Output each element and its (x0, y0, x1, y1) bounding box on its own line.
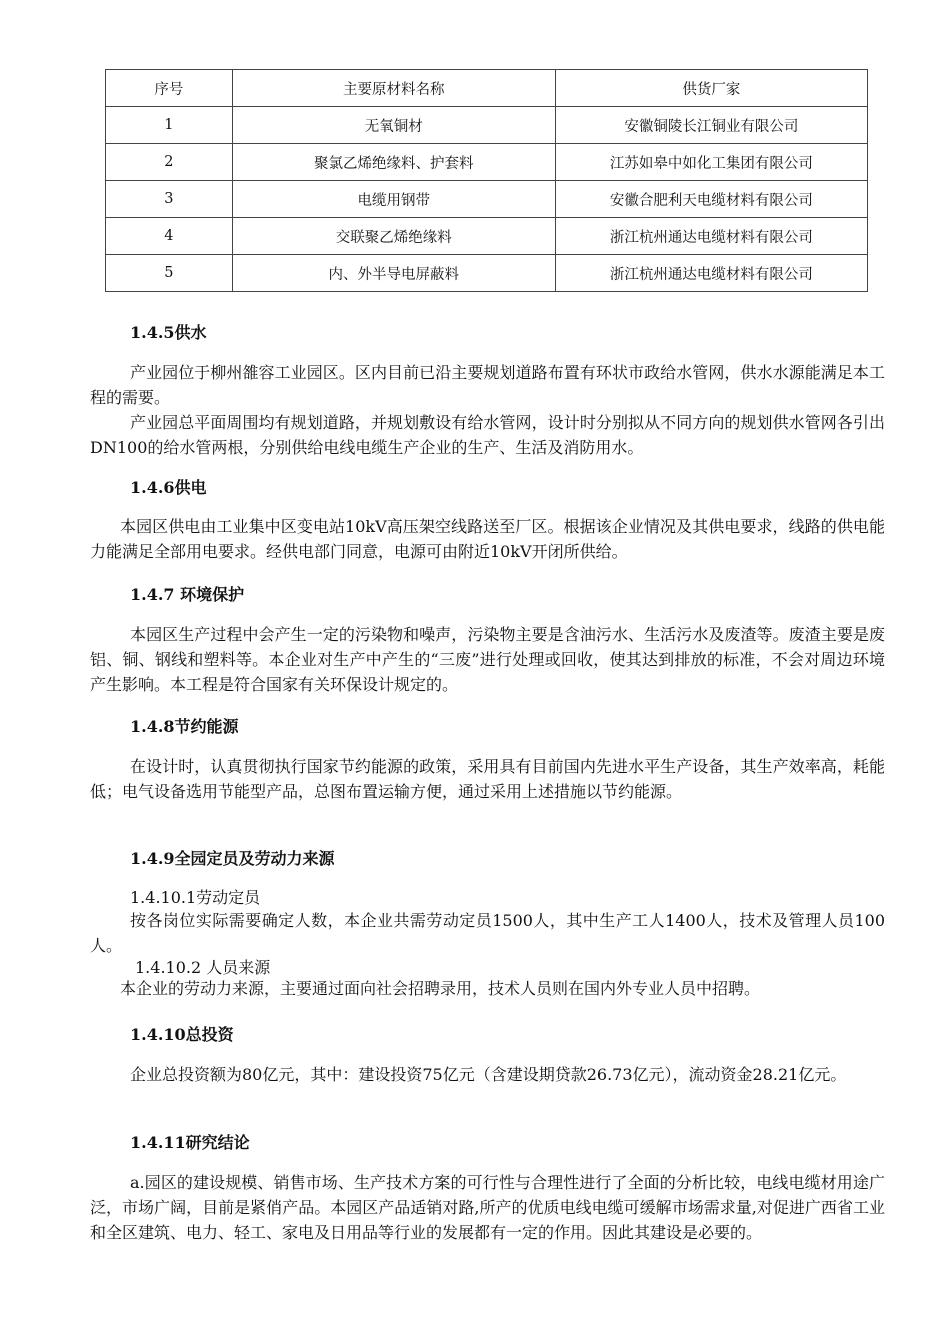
table-header-row (106, 70, 868, 107)
heading-power-supply: 1.4.6供电 (130, 478, 207, 497)
header-index: 序号 (106, 70, 233, 107)
table-row (106, 255, 868, 292)
cell-material: 无氧铜材 (232, 107, 555, 144)
cell-material: 内、外半导电屏蔽料 (232, 255, 555, 292)
paragraph-power-1: 本园区供电由工业集中区变电站10kV高压架空线路送至厂区。根据该企业情况及其供电要求，线路的供电能力能满足全部用电要求。经供电部门同意，电源可由附近10kV开闭所供给。 (90, 517, 885, 561)
cell-material: 电缆用钢带 (232, 181, 555, 218)
cell-supplier: 安徽合肥利天电缆材料有限公司 (555, 181, 867, 218)
header-supplier: 供货厂家 (555, 70, 867, 107)
heading-staffing: 1.4.9全园定员及劳动力来源 (130, 849, 335, 868)
cell-supplier: 浙江杭州通达电缆材料有限公司 (555, 218, 867, 255)
table-row (106, 181, 868, 218)
heading-environment: 1.4.7 环境保护 (130, 585, 245, 604)
header-material: 主要原材料名称 (232, 70, 555, 107)
cell-index: 2 (106, 144, 233, 181)
paragraph-water-1: 产业园位于柳州雒容工业园区。区内目前已沿主要规划道路布置有环状市政给水管网，供水水源能满足本工程的需要。 (90, 363, 885, 407)
raw-material-table (105, 69, 868, 292)
subheading-labor-source: 1.4.10.2 人员来源 (135, 958, 271, 977)
paragraph-conclusion: a.园区的建设规模、销售市场、生产技术方案的可行性与合理性进行了全面的分析比较，电线电缆材用途广泛，市场广阔，目前是紧俏产品。本园区产品适销对路,所产的优质电线电缆可缓解市场需求量,对促进广西省工业和全区建筑、电力、轻工、家电及日用品等行业的发展都有一定的作用。因此其建设是必要的。 (90, 1173, 885, 1242)
cell-index: 5 (106, 255, 233, 292)
paragraph-labor-source: 本企业的劳动力来源，主要通过面向社会招聘录用，技术人员则在国内外专业人员中招聘。 (120, 979, 761, 998)
subheading-labor-quota: 1.4.10.1劳动定员 (130, 888, 261, 907)
paragraph-investment: 企业总投资额为80亿元，其中：建设投资75亿元（含建设期贷款26.73亿元），流动资金28.21亿元。 (130, 1065, 847, 1084)
heading-energy-saving: 1.4.8节约能源 (130, 717, 239, 736)
paragraph-environment-1: 本园区生产过程中会产生一定的污染物和噪声，污染物主要是含油污水、生活污水及废渣等。废渣主要是废铝、铜、钢线和塑料等。本企业对生产中产生的“三废”进行处理或回收，使其达到排放的标准，不会对周边环境产生影响。本工程是符合国家有关环保设计规定的。 (90, 625, 885, 694)
cell-supplier: 浙江杭州通达电缆材料有限公司 (555, 255, 867, 292)
paragraph-energy-1: 在设计时，认真贯彻执行国家节约能源的政策，采用具有目前国内先进水平生产设备，其生产效率高，耗能低；电气设备选用节能型产品，总图布置运输方便，通过采用上述措施以节约能源。 (90, 757, 885, 801)
table-row (106, 107, 868, 144)
cell-index: 3 (106, 181, 233, 218)
cell-index: 4 (106, 218, 233, 255)
cell-material: 聚氯乙烯绝缘料、护套料 (232, 144, 555, 181)
cell-supplier: 江苏如皋中如化工集团有限公司 (555, 144, 867, 181)
heading-conclusion: 1.4.11研究结论 (130, 1133, 250, 1152)
paragraph-water-2: 产业园总平面周围均有规划道路，并规划敷设有给水管网，设计时分别拟从不同方向的规划供水管网各引出DN100的给水管两根，分别供给电线电缆生产企业的生产、生活及消防用水。 (90, 413, 885, 457)
cell-material: 交联聚乙烯绝缘料 (232, 218, 555, 255)
table-row (106, 144, 868, 181)
heading-water-supply: 1.4.5供水 (130, 323, 207, 342)
table-row (106, 218, 868, 255)
cell-index: 1 (106, 107, 233, 144)
paragraph-labor-quota: 按各岗位实际需要确定人数，本企业共需劳动定员1500人，其中生产工人1400人，技术及管理人员100人。 (90, 911, 885, 955)
cell-supplier: 安徽铜陵长江铜业有限公司 (555, 107, 867, 144)
heading-total-investment: 1.4.10总投资 (130, 1025, 234, 1044)
